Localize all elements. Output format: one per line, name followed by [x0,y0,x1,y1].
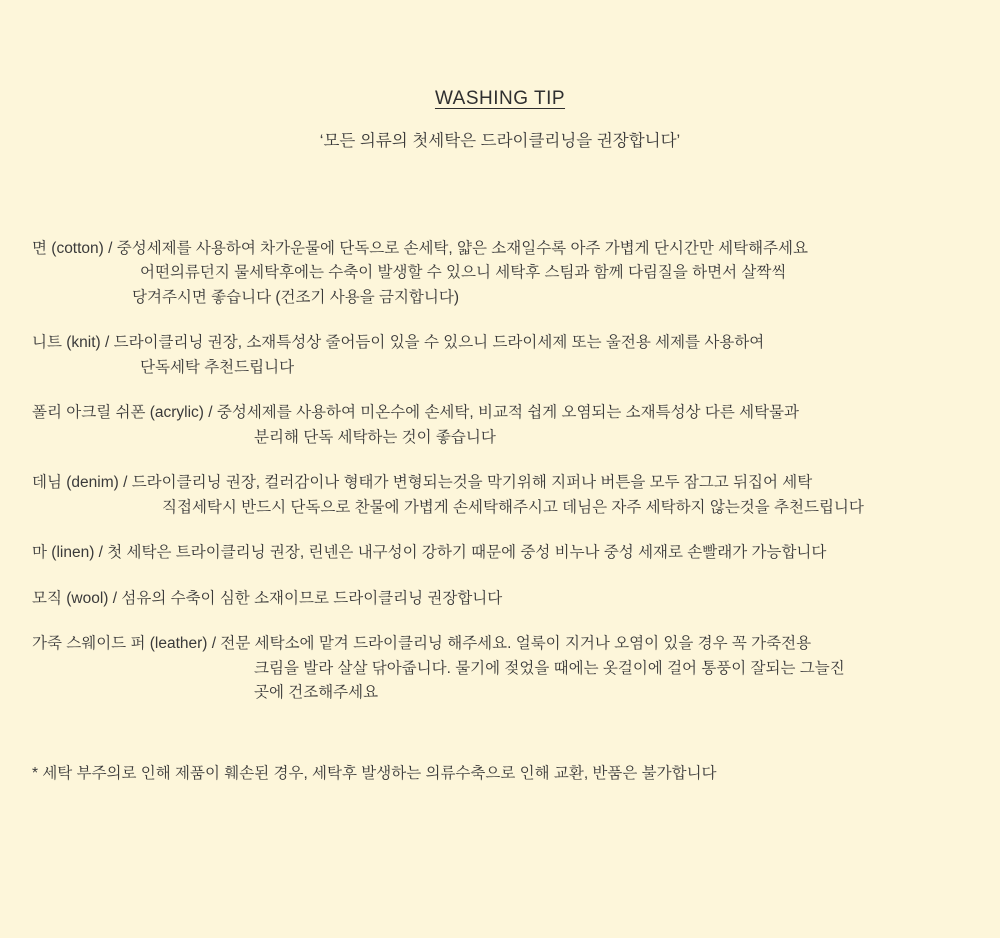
care-entry [32,541,982,565]
care-entry-continuation-line: 어떤의류던지 물세탁후에는 수축이 발생할 수 있으니 세탁후 스팀과 함께 다림질을 하면서 살짝씩 [140,264,787,282]
care-entry [32,632,982,705]
care-entry-primary-line: 폴리 아크릴 쉬폰 (acrylic) / 중성세제를 사용하여 미온수에 손세탁, 비교적 쉽게 오염되는 소재특성상 다른 세탁물과 [32,404,799,422]
care-entry [32,471,982,520]
care-entry-continuation-line: 분리해 단독 세탁하는 것이 좋습니다 [254,428,496,446]
footnote-text: * 세탁 부주의로 인해 제품이 훼손된 경우, 세탁후 발생하는 의류수축으로 인해 교환, 반품은 불가합니다 [32,764,717,782]
page-title: WASHING TIP [434,88,566,109]
care-entry-continuation-line: 곳에 건조해주세요 [254,684,379,702]
care-entry-primary-line: 가죽 스웨이드 퍼 (leather) / 전문 세탁소에 맡겨 드라이클리닝 해주세요. 얼룩이 지거나 오염이 있을 경우 꼭 가죽전용 [32,635,812,653]
care-entry-continuation-line: 직접세탁시 반드시 단독으로 찬물에 가볍게 손세탁해주시고 데님은 자주 세탁하지 않는것을 추천드립니다 [162,498,864,516]
care-entry-primary-line: 니트 (knit) / 드라이클리닝 권장, 소재특성상 줄어듬이 있을 수 있으니 드라이세제 또는 울전용 세제를 사용하여 [32,334,765,352]
care-instructions-list [0,237,1000,706]
care-entry [32,401,982,450]
care-entry-continuation-line: 크림을 발라 살살 닦아줍니다. 물기에 젖었을 때에는 옷걸이에 걸어 통풍이 잘되는 그늘진 [254,659,845,677]
care-entry-primary-line: 면 (cotton) / 중성세제를 사용하여 차가운물에 단독으로 손세탁, 얇은 소재일수록 아주 가볍게 단시간만 세탁해주세요 [32,240,808,257]
care-entry [32,587,982,611]
care-entry-primary-line: 데님 (denim) / 드라이클리닝 권장, 컬러감이나 형태가 변형되는것을 막기위해 지퍼나 버튼을 모두 잠그고 뒤집어 세탁 [32,474,813,492]
care-entry-primary-line: 마 (linen) / 첫 세탁은 트라이클리닝 권장, 린넨은 내구성이 강하기 때문에 중성 비누나 중성 세재로 손빨래가 가능합니다 [32,544,827,562]
care-entry-continuation-line: 당겨주시면 좋습니다 (건조기 사용을 금지합니다) [132,288,460,306]
page-subtitle: ‘모든 의류의 첫세탁은 드라이클리닝을 권장합니다’ [319,132,681,150]
care-entry [32,331,982,380]
care-entry [32,237,982,310]
page-header [0,0,1000,151]
care-entry-primary-line: 모직 (wool) / 섬유의 수축이 심한 소재이므로 드라이클리닝 권장합니다 [32,589,503,607]
care-entry-continuation-line: 단독세탁 추천드립니다 [140,358,295,376]
